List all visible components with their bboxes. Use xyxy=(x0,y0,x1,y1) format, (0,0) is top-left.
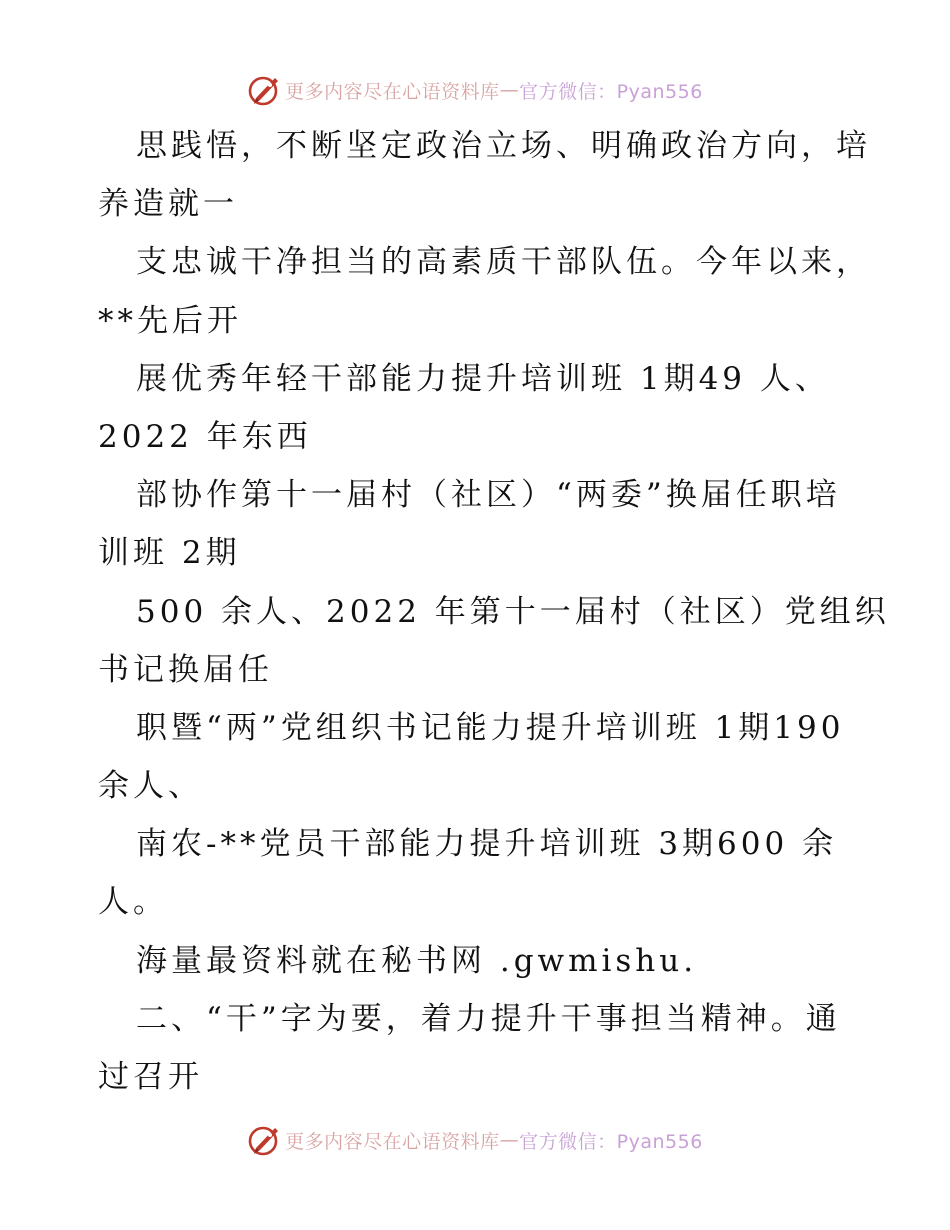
quill-pen-logo-icon xyxy=(247,1123,283,1157)
document-line: 思践悟，不断坚定政治立场、明确政治方向，培 xyxy=(136,128,871,164)
document-line: 部协作第十一届村（社区）“两委”换届任职培 xyxy=(136,477,841,514)
document-line: 二、“干”字为要，着力提升干事担当精神。通 xyxy=(136,1000,841,1037)
document-line: 支忠诚干净担当的高素质干部队伍。今年以来， xyxy=(136,244,871,281)
watermark-separator: — xyxy=(499,1129,520,1151)
document-line: 过召开 xyxy=(98,1059,203,1095)
watermark-account: 官方微信：Pyan556 xyxy=(519,1130,703,1153)
document-line: 训班 2期 xyxy=(98,535,241,572)
footer-watermark xyxy=(0,1120,950,1160)
watermark-text: 更多内容尽在心语资料库 xyxy=(285,1130,500,1153)
document-line: 人。 xyxy=(98,884,168,921)
document-line: 养造就一 xyxy=(98,186,238,223)
document-line: 余人、 xyxy=(98,768,203,805)
document-line: 展优秀年轻干部能力提升培训班 1期49 人、 xyxy=(136,360,830,397)
document-line: 500 余人、2022 年第十一届村（社区）党组织 xyxy=(136,593,890,630)
quill-pen-logo-icon xyxy=(247,73,283,107)
document-line: 2022 年东西 xyxy=(98,418,312,455)
document-line: 南农-**党员干部能力提升培训班 3期600 余 xyxy=(136,826,838,863)
document-line: 书记换届任 xyxy=(98,651,273,688)
watermark-account: 官方微信：Pyan556 xyxy=(519,80,703,103)
header-watermark xyxy=(0,70,950,110)
document-line: 职暨“两”党组织书记能力提升培训班 1期190 xyxy=(136,709,845,746)
document-body xyxy=(98,117,890,1106)
watermark-text: 更多内容尽在心语资料库 xyxy=(285,80,500,103)
watermark-separator: — xyxy=(499,79,520,101)
document-line: 海量最资料就在秘书网 .gwmishu. xyxy=(136,942,698,979)
document-line: **先后开 xyxy=(98,302,242,339)
